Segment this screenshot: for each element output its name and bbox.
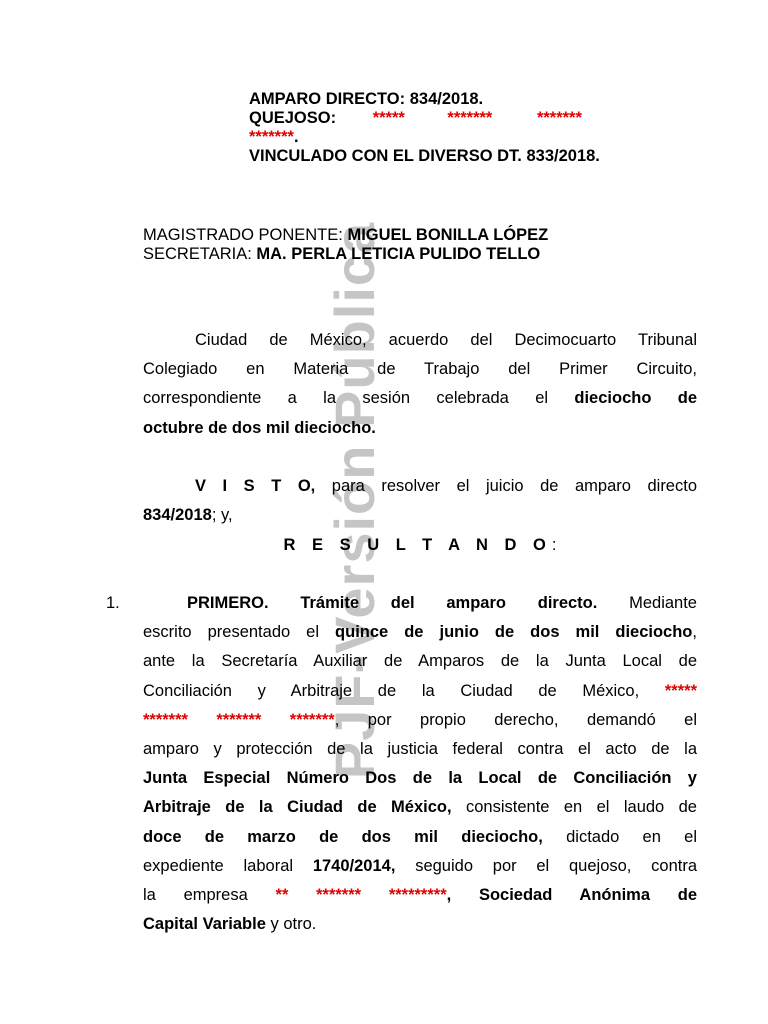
- text-line: [143, 384, 697, 413]
- ponente-label: MAGISTRADO PONENTE:: [143, 226, 343, 244]
- text: Mediante: [629, 594, 697, 612]
- text: , por propio derecho, demandó el: [334, 710, 698, 729]
- text-line: Colegiado en Materia de Trabajo del Primer Circuito,: [143, 360, 697, 379]
- text-line: [143, 677, 697, 706]
- resultando-heading: [143, 531, 697, 560]
- amparo-value: 834/2018.: [409, 90, 484, 108]
- paragraph-number: 1.: [106, 594, 120, 612]
- authority-bold: Arbitraje de la Ciudad de México,: [143, 798, 452, 817]
- secretaria-line: [143, 245, 548, 264]
- text-line: [143, 414, 697, 443]
- text: Ciudad de México, acuerdo del Decimocuarto Tribunal: [195, 331, 697, 349]
- case-header: [249, 90, 600, 166]
- watermark-text: PJF-Versión Pública: [323, 221, 387, 779]
- quejoso-line-2: [249, 128, 600, 147]
- case-number: 1740/2014,: [312, 856, 396, 875]
- text-line: [143, 823, 697, 852]
- text: Conciliación y Arbitraje de la Ciudad de México,: [143, 681, 640, 700]
- text-line: [143, 706, 697, 735]
- redaction: *******: [249, 128, 294, 146]
- quejoso-label: QUEJOSO:: [249, 109, 337, 127]
- heading-text: R E S U L T A N D O: [283, 536, 552, 554]
- redaction: *******: [289, 710, 335, 729]
- text: correspondiente a la sesión celebrada el: [143, 389, 549, 408]
- text-line: [143, 472, 697, 501]
- text-line: [143, 764, 697, 793]
- text-line: ante la Secretaría Auxiliar de Amparos de la Junta Local de: [143, 652, 697, 671]
- text: seguido por el quejoso, contra: [415, 856, 698, 875]
- text: ; y,: [211, 506, 233, 525]
- text-line: [143, 501, 697, 530]
- text: consistente en el laudo de: [465, 798, 697, 817]
- text-line: [143, 793, 697, 822]
- case-number: 834/2018: [143, 506, 212, 525]
- text: dictado en el: [566, 827, 697, 846]
- quejoso-line: [249, 109, 600, 128]
- redaction: **: [275, 886, 289, 905]
- amparo-line: [249, 90, 600, 109]
- redaction: *******: [536, 109, 582, 127]
- date-bold: doce de marzo de dos mil dieciocho,: [143, 827, 543, 846]
- redaction: *****: [664, 681, 697, 700]
- visto-label: V I S T O,: [195, 477, 316, 495]
- text: ,: [692, 623, 697, 642]
- text-line: [143, 589, 697, 618]
- period: .: [293, 128, 299, 146]
- redaction: *******: [216, 710, 262, 729]
- text: expediente laboral: [143, 856, 294, 875]
- text: y otro.: [270, 915, 317, 934]
- paragraph-primero: [143, 589, 697, 939]
- text: escrito presentado el: [143, 623, 320, 642]
- redaction: *****: [372, 109, 405, 127]
- paragraph-visto: [143, 472, 697, 530]
- ponente-name: MIGUEL BONILLA LÓPEZ: [347, 226, 549, 244]
- section-title: PRIMERO. Trámite del amparo directo.: [187, 594, 598, 612]
- date-bold: quince de junio de dos mil dieciocho: [335, 623, 693, 642]
- redaction: *********: [388, 886, 447, 905]
- company-type-bold: , Sociedad Anónima de: [446, 886, 698, 905]
- date-bold: dieciocho de: [574, 389, 697, 408]
- text: para resolver el juicio de amparo directo: [331, 477, 697, 495]
- amparo-label: AMPARO DIRECTO:: [249, 90, 406, 108]
- secretaria-name: MA. PERLA LETICIA PULIDO TELLO: [256, 245, 541, 263]
- text-line: [143, 881, 697, 910]
- paragraph-intro: [143, 326, 697, 443]
- ponente-line: [143, 226, 548, 245]
- secretaria-label: SECRETARIA:: [143, 245, 252, 263]
- redaction: *******: [143, 710, 188, 729]
- company-type-bold: Capital Variable: [143, 915, 266, 934]
- authority-bold: Junta Especial Número Dos de la Local de Conciliación y: [143, 769, 697, 788]
- magistrado-block: [143, 226, 548, 264]
- text-line: [143, 852, 697, 881]
- vinculado-line: VINCULADO CON EL DIVERSO DT. 833/2018.: [249, 147, 600, 165]
- date-bold: octubre de dos mil dieciocho.: [143, 418, 376, 437]
- redaction: *******: [316, 886, 362, 905]
- text-line: [143, 618, 697, 647]
- colon: :: [551, 536, 557, 554]
- text: la empresa: [143, 886, 248, 905]
- redaction: *******: [447, 109, 493, 127]
- text-line: amparo y protección de la justicia federal contra el acto de la: [143, 740, 697, 759]
- text-line: [143, 910, 697, 939]
